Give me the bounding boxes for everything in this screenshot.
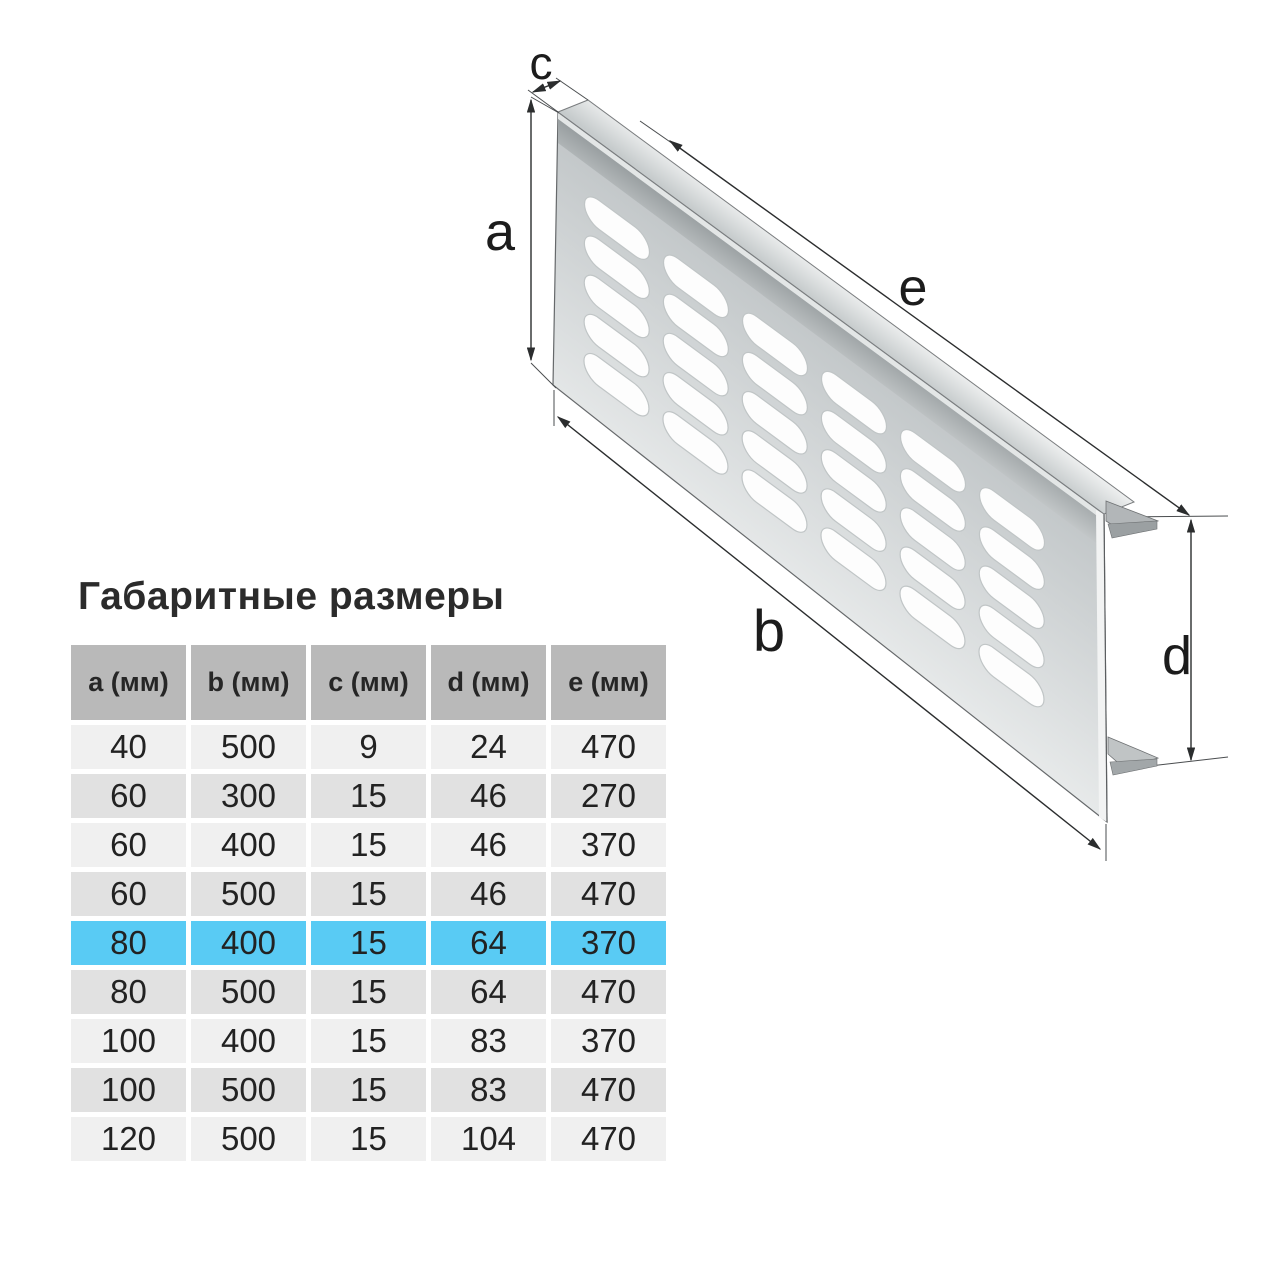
top-flange-end-edge [1108, 521, 1157, 538]
dim-label-c: c [529, 37, 553, 89]
table-cell: 500 [191, 1068, 306, 1112]
table-cell: 15 [311, 970, 426, 1014]
table-cell: 83 [431, 1019, 546, 1063]
table-cell: 470 [551, 1117, 666, 1161]
dim-label-d: d [1161, 626, 1193, 686]
table-cell: 15 [311, 823, 426, 867]
table-header-cell: e (мм) [551, 645, 666, 720]
table-cell: 100 [71, 1019, 186, 1063]
table-cell: 60 [71, 774, 186, 818]
table-cell: 60 [71, 872, 186, 916]
table-cell: 15 [311, 774, 426, 818]
dim-label-b: b [752, 599, 786, 664]
table-cell: 15 [311, 921, 426, 965]
table-cell: 15 [311, 1068, 426, 1112]
table-cell: 64 [431, 921, 546, 965]
table-cell: 40 [71, 725, 186, 769]
table-cell: 470 [551, 872, 666, 916]
page-title: Габаритные размеры [78, 575, 505, 618]
table-cell: 80 [71, 921, 186, 965]
table-cell: 46 [431, 774, 546, 818]
table-cell: 370 [551, 823, 666, 867]
table-cell: 400 [191, 1019, 306, 1063]
c-extension-far [556, 78, 588, 100]
table-cell: 470 [551, 725, 666, 769]
bottom-flange-end-edge [1110, 759, 1157, 775]
d-extension-bottom [1150, 757, 1228, 766]
table-cell: 15 [311, 872, 426, 916]
table-cell: 15 [311, 1019, 426, 1063]
c-extension-near [528, 90, 558, 112]
table-cell: 83 [431, 1068, 546, 1112]
dim-label-e: e [898, 259, 928, 317]
dim-label-a: a [484, 202, 516, 262]
table-cell: 400 [191, 921, 306, 965]
table-cell: 500 [191, 1117, 306, 1161]
table-cell: 400 [191, 823, 306, 867]
table-cell: 470 [551, 970, 666, 1014]
table-cell: 470 [551, 1068, 666, 1112]
table-cell: 15 [311, 1117, 426, 1161]
table-cell: 104 [431, 1117, 546, 1161]
table-header-cell: d (мм) [431, 645, 546, 720]
a-extension-top [531, 97, 559, 113]
table-cell: 500 [191, 872, 306, 916]
table-cell: 370 [551, 921, 666, 965]
table-cell: 46 [431, 872, 546, 916]
table-cell: 500 [191, 725, 306, 769]
table-header-cell: b (мм) [191, 645, 306, 720]
table-cell: 370 [551, 1019, 666, 1063]
table-cell: 270 [551, 774, 666, 818]
table-cell: 500 [191, 970, 306, 1014]
table-cell: 9 [311, 725, 426, 769]
table-cell: 60 [71, 823, 186, 867]
table-header-cell: c (мм) [311, 645, 426, 720]
table-cell: 46 [431, 823, 546, 867]
dimensions-table [71, 645, 666, 1161]
table-cell: 100 [71, 1068, 186, 1112]
table-cell: 64 [431, 970, 546, 1014]
table-cell: 80 [71, 970, 186, 1014]
table-cell: 120 [71, 1117, 186, 1161]
table-cell: 24 [431, 725, 546, 769]
a-extension-bottom [531, 363, 556, 388]
table-header-cell: a (мм) [71, 645, 186, 720]
table-cell: 300 [191, 774, 306, 818]
